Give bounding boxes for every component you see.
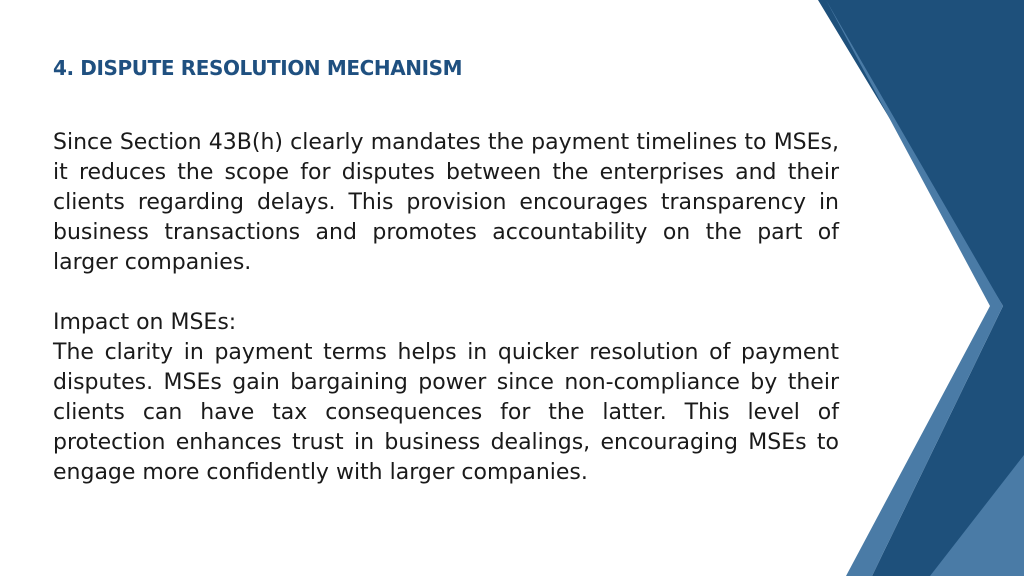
paragraph-section-43b: Since Section 43B(h) clearly mandates the payment timelines to MSEs, it reduces the scope for disputes between the enterprises and their clients regarding delays. This provision encourages transparency in business transactions and promotes accountability on the part of larger companies.	[53, 130, 839, 275]
dark-blue-band	[818, 0, 1024, 576]
slide-title: 4. DISPUTE RESOLUTION MECHANISM	[53, 56, 463, 80]
slide-body	[53, 128, 839, 488]
paragraph-spacer	[53, 278, 839, 308]
impact-heading: Impact on MSEs:	[53, 310, 237, 335]
paragraph-impact: The clarity in payment terms helps in quicker resolution of payment disputes. MSEs gain bargaining power since non-compliance by their clients can have tax consequences for the latter. This level of protection enhances trust in business dealings, encouraging MSEs to engage more confidently with larger companies.	[53, 340, 839, 485]
